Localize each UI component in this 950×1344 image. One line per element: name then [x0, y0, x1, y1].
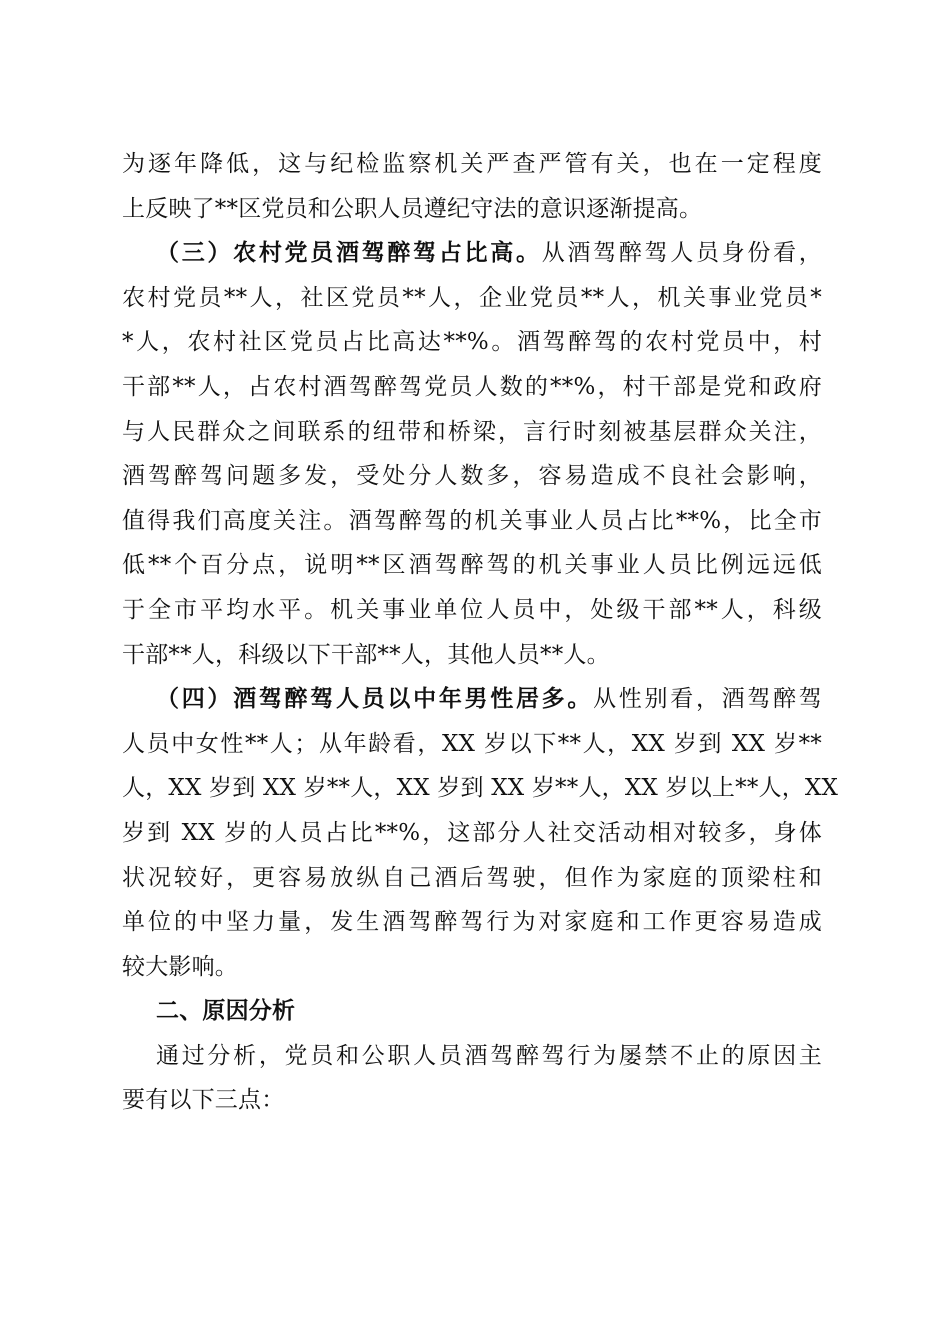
subheading-line	[122, 677, 822, 722]
paragraph-line: 于全市平均水平。机关事业单位人员中，处级干部**人，科级	[122, 596, 822, 623]
paragraph-line: *人，农村社区党员占比高达**%。酒驾醉驾的农村党员中，村	[122, 329, 822, 356]
paragraph-text: 从酒驾醉驾人员身份看，	[541, 240, 823, 267]
paragraph-line: 干部**人，占农村酒驾醉驾党员人数的**%，村干部是党和政府	[122, 373, 822, 400]
paragraph-line: 酒驾醉驾问题多发，受处分人数多，容易造成不良社会影响，	[122, 463, 822, 490]
paragraph-text: 从性别看，酒驾醉驾	[593, 686, 822, 713]
paragraph-line: 单位的中坚力量，发生酒驾醉驾行为对家庭和工作更容易造成	[122, 909, 822, 936]
document-body	[122, 142, 839, 1123]
section-heading: 二、原因分析	[156, 998, 296, 1025]
paragraph-line: 状况较好，更容易放纵自己酒后驾驶，但作为家庭的顶梁柱和	[122, 864, 822, 891]
paragraph-line: 人员中女性**人；从年龄看，XX 岁以下**人，XX 岁到 XX 岁**	[122, 730, 822, 757]
paragraph-line: 与人民群众之间联系的纽带和桥梁，言行时刻被基层群众关注，	[122, 418, 822, 445]
paragraph-line: 低**个百分点，说明**区酒驾醉驾的机关事业人员比例远远低	[122, 552, 822, 579]
paragraph-line: 通过分析，党员和公职人员酒驾醉驾行为屡禁不止的原因主	[156, 1042, 822, 1069]
paragraph-line: 岁到 XX 岁的人员占比**%，这部分人社交活动相对较多，身体	[122, 819, 822, 846]
paragraph-line: 要有以下三点：	[122, 1087, 285, 1114]
paragraph-line: 人，XX 岁到 XX 岁**人，XX 岁到 XX 岁**人，XX 岁以上**人，XX	[122, 775, 839, 802]
paragraph-line: 较大影响。	[122, 953, 238, 980]
paragraph-line: 值得我们高度关注。酒驾醉驾的机关事业人员占比**%，比全市	[122, 507, 822, 534]
subheading-3: （三）农村党员酒驾醉驾占比高。	[156, 239, 542, 267]
paragraph-line: 上反映了**区党员和公职人员遵纪守法的意识逐渐提高。	[122, 195, 703, 222]
paragraph-line: 为逐年降低，这与纪检监察机关严查严管有关，也在一定程度	[122, 151, 822, 177]
paragraph-line: 干部**人，科级以下干部**人，其他人员**人。	[122, 641, 610, 668]
paragraph-line: 农村党员**人，社区党员**人，企业党员**人，机关事业党员*	[122, 284, 822, 311]
subheading-4: （四）酒驾醉驾人员以中年男性居多。	[156, 685, 594, 713]
subheading-line	[122, 231, 822, 276]
